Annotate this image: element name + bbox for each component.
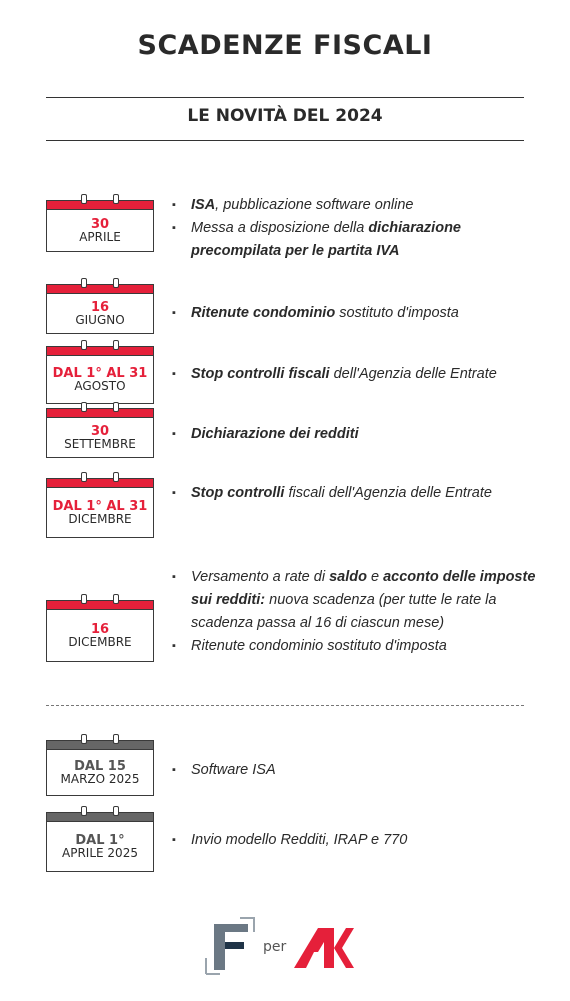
list-item — [172, 423, 542, 446]
list-item — [172, 302, 542, 325]
item-text: Invio modello Redditi, IRAP e 770 — [191, 832, 408, 848]
calendar-header — [46, 478, 154, 488]
calendar-icon — [46, 740, 154, 796]
calendar-date — [46, 610, 154, 662]
calendar-ring — [113, 472, 119, 482]
date-month: MARZO 2025 — [60, 772, 140, 786]
list-item — [172, 566, 542, 635]
date-month: DICEMBRE — [68, 635, 132, 649]
calendar-ring — [113, 734, 119, 744]
calendar-icon — [46, 408, 154, 458]
calendar-icon — [46, 478, 154, 538]
calendar-ring — [81, 194, 87, 204]
date-month: AGOSTO — [74, 379, 126, 393]
date-day: 30 — [90, 424, 110, 439]
date-day: DAL 1° — [75, 833, 125, 848]
calendar-date — [46, 418, 154, 458]
calendar-ring — [81, 734, 87, 744]
item-text: ISA — [191, 197, 216, 213]
deadline-items — [172, 194, 542, 263]
calendar-ring — [113, 594, 119, 604]
deadline-items — [172, 482, 542, 505]
calendar-header — [46, 812, 154, 822]
title-divider — [46, 97, 524, 98]
calendar-ring — [113, 402, 119, 412]
list-item — [172, 829, 542, 852]
date-month: APRILE — [79, 230, 121, 244]
deadline-items — [172, 302, 542, 325]
date-day: DAL 15 — [74, 759, 126, 774]
date-day: DAL 1° AL 31 — [52, 366, 148, 381]
item-text: Ritenute condominio — [191, 305, 336, 321]
calendar-date — [46, 294, 154, 334]
calendar-ring — [81, 402, 87, 412]
calendar-date — [46, 488, 154, 538]
page-title: SCADENZE FISCALI — [137, 30, 433, 61]
deadline-items — [172, 423, 542, 446]
calendar-date — [46, 822, 154, 872]
calendar-ring — [81, 278, 87, 288]
date-month: SETTEMBRE — [64, 437, 136, 451]
calendar-icon — [46, 200, 154, 252]
date-day: DAL 1° AL 31 — [52, 499, 148, 514]
item-text: , pubblicazione software online — [215, 197, 414, 213]
deadline-items — [172, 363, 542, 386]
calendar-ring — [113, 806, 119, 816]
calendar-ring — [113, 340, 119, 350]
date-month: GIUGNO — [75, 313, 125, 327]
calendar-ring — [81, 472, 87, 482]
calendar-header — [46, 200, 154, 210]
list-item — [172, 482, 542, 505]
dashed-separator — [46, 705, 524, 706]
calendar-ring — [113, 278, 119, 288]
subtitle-divider — [46, 140, 524, 141]
f-logo — [200, 916, 256, 976]
date-day: 30 — [90, 217, 110, 232]
date-day: 16 — [90, 300, 110, 315]
calendar-ring — [113, 194, 119, 204]
calendar-ring — [81, 806, 87, 816]
item-text: Messa a disposizione della — [191, 220, 369, 236]
calendar-header — [46, 600, 154, 610]
deadline-items — [172, 566, 542, 658]
calendar-date — [46, 356, 154, 404]
calendar-icon — [46, 600, 154, 662]
calendar-ring — [81, 340, 87, 350]
item-text: Ritenute condominio sostituto d'imposta — [191, 638, 447, 654]
item-text: Dichiarazione dei redditi — [191, 426, 359, 442]
calendar-header — [46, 284, 154, 294]
item-text: Versamento a rate di — [191, 569, 330, 585]
calendar-icon — [46, 346, 154, 404]
item-text: dichiarazione precompilata per le partita IVA — [191, 220, 461, 259]
item-text: acconto delle imposte sui redditi: — [191, 569, 536, 608]
item-text: Stop controlli — [191, 485, 285, 501]
calendar-header — [46, 408, 154, 418]
item-text: nuova scadenza (per tutte le rate la scadenza passa al 16 di ciascun mese) — [191, 592, 497, 631]
k-logo — [294, 928, 354, 968]
date-day: 16 — [90, 622, 110, 637]
calendar-header — [46, 740, 154, 750]
item-text: saldo — [329, 569, 367, 585]
list-item — [172, 194, 542, 217]
page-subtitle: LE NOVITÀ DEL 2024 — [187, 106, 383, 126]
calendar-ring — [81, 594, 87, 604]
f-logo-letter: F — [200, 916, 201, 917]
date-month: APRILE 2025 — [62, 846, 138, 860]
logo-connector: per — [263, 939, 287, 955]
list-item — [172, 635, 542, 658]
calendar-date — [46, 210, 154, 252]
calendar-date — [46, 750, 154, 796]
item-text: Software ISA — [191, 762, 276, 778]
calendar-icon — [46, 284, 154, 334]
list-item — [172, 217, 542, 263]
calendar-icon — [46, 812, 154, 872]
item-text: e — [366, 569, 384, 585]
date-month: DICEMBRE — [68, 512, 132, 526]
item-text: dell'Agenzia delle Entrate — [329, 366, 497, 382]
deadline-items — [172, 759, 542, 782]
item-text: sostituto d'imposta — [335, 305, 459, 321]
item-text: fiscali dell'Agenzia delle Entrate — [284, 485, 492, 501]
deadline-items — [172, 829, 542, 852]
calendar-header — [46, 346, 154, 356]
item-text: Stop controlli fiscali — [191, 366, 330, 382]
list-item — [172, 759, 542, 782]
k-logo-letter: K — [294, 928, 295, 929]
list-item — [172, 363, 542, 386]
